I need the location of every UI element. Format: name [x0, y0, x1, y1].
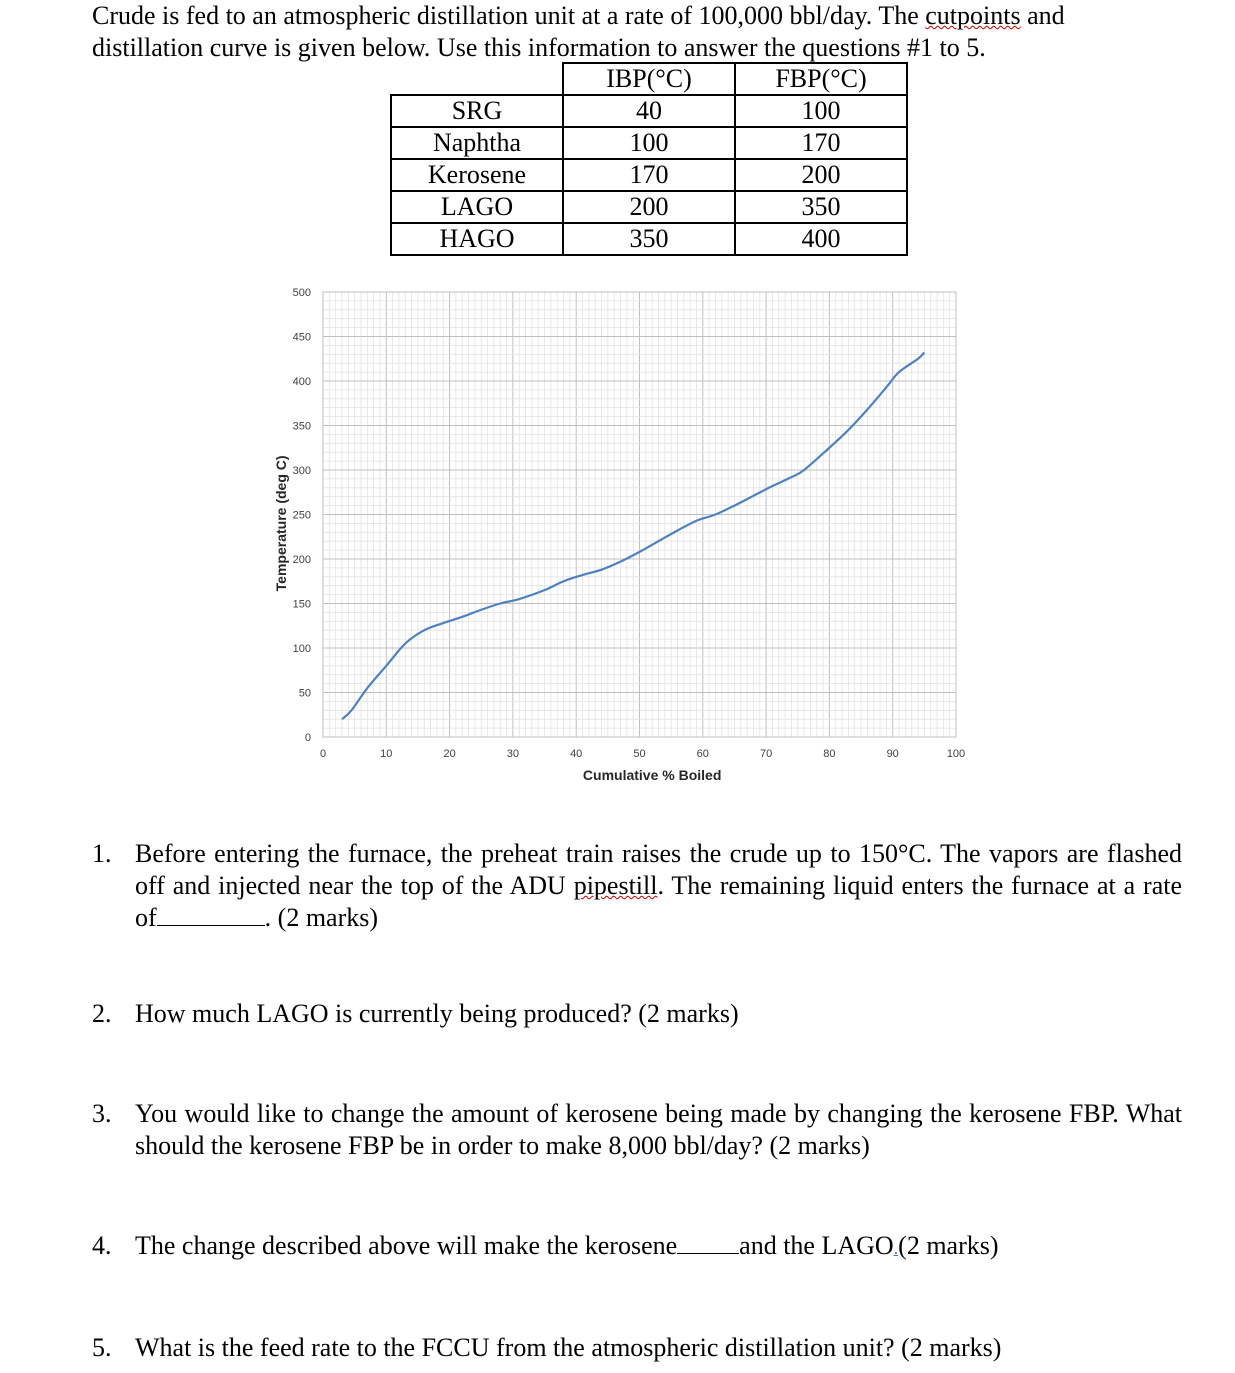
spelling-flag-cutpoints: cutpoints	[925, 1, 1021, 30]
x-tick-label: 30	[506, 748, 520, 760]
distillation-chart	[260, 280, 980, 790]
y-tick-label: 500	[292, 287, 311, 299]
question-5	[92, 1332, 1182, 1364]
x-axis-label: Cumulative % Boiled	[582, 767, 722, 783]
question-text-cont: . The remaining liquid enters the furnace at a rate of	[135, 871, 1183, 932]
x-tick-label: 100	[946, 748, 966, 760]
cut-fbp: 350	[735, 191, 907, 223]
cut-name: Kerosene	[391, 159, 563, 191]
return-mark-icon: .	[893, 1238, 899, 1258]
question-2	[92, 998, 1182, 1030]
cut-name: LAGO	[391, 191, 563, 223]
table-row	[391, 223, 907, 255]
x-tick-label: 20	[443, 748, 456, 760]
header-fbp: FBP(°C)	[735, 63, 907, 95]
cut-name: HAGO	[391, 223, 563, 255]
y-tick-label: 400	[292, 376, 311, 388]
question-4	[92, 1230, 1182, 1264]
question-number: 3.	[92, 1099, 112, 1128]
question-number: 1.	[92, 839, 112, 868]
x-tick-label: 10	[380, 748, 393, 760]
intro-text-end: and	[1020, 1, 1065, 30]
cut-fbp: 200	[735, 159, 907, 191]
chart-grid	[323, 292, 956, 737]
x-tick-label: 60	[696, 748, 709, 760]
x-tick-label: 40	[570, 748, 583, 760]
y-tick-label: 0	[304, 732, 311, 744]
question-1	[92, 838, 1182, 934]
intro-line-2: distillation curve is given below. Use this information to answer the questions #1 to 5.	[92, 33, 986, 62]
y-tick-label: 300	[292, 465, 311, 477]
question-text: What is the feed rate to the FCCU from the atmospheric distillation unit? (2 marks)	[135, 1333, 1002, 1362]
cut-name: Naphtha	[391, 127, 563, 159]
question-marks: (2 marks)	[898, 1231, 999, 1260]
question-number: 2.	[92, 999, 112, 1028]
table-row	[391, 159, 907, 191]
question-text: How much LAGO is currently being produced? (2 marks)	[135, 999, 739, 1028]
cut-fbp: 100	[735, 95, 907, 127]
question-text: Before entering the furnace, the preheat train raises the crude up to 150°C. The vapors are flashed off and injected near the top of the ADU	[135, 839, 1182, 900]
y-tick-label: 100	[292, 643, 311, 655]
cut-ibp: 350	[563, 223, 735, 255]
table-row	[391, 95, 907, 127]
cut-ibp: 170	[563, 159, 735, 191]
header-ibp: IBP(°C)	[563, 63, 735, 95]
x-tick-label: 0	[319, 748, 327, 760]
answer-blank-kerosene[interactable]	[677, 1231, 739, 1254]
cut-fbp: 400	[735, 223, 907, 255]
question-3	[92, 1098, 1182, 1162]
question-text: You would like to change the amount of kerosene being made by changing the kerosene FBP. What should the kerosene FBP be in order to make 8,000 bbl/day? (2 marks)	[135, 1099, 1182, 1160]
cut-ibp: 100	[563, 127, 735, 159]
cut-fbp: 170	[735, 127, 907, 159]
question-number: 5.	[92, 1333, 112, 1362]
x-tick-label: 80	[823, 748, 836, 760]
question-marks: . (2 marks)	[264, 903, 379, 932]
y-tick-label: 200	[292, 554, 311, 566]
table-row	[391, 127, 907, 159]
question-text-cont: and the LAGO	[739, 1231, 894, 1260]
y-tick-label: 150	[292, 598, 311, 611]
x-tick-label: 50	[633, 748, 646, 760]
y-tick-label: 50	[298, 687, 311, 700]
spelling-flag-pipestill: pipestill	[573, 871, 658, 900]
question-number: 4.	[92, 1231, 112, 1260]
table-row	[391, 191, 907, 223]
y-tick-label: 450	[292, 331, 311, 344]
answer-blank[interactable]	[157, 903, 265, 926]
intro-text: Crude is fed to an atmospheric distillation unit at a rate of 100,000 bbl/day. The	[92, 1, 926, 30]
cut-ibp: 40	[563, 95, 735, 127]
intro-line-1	[92, 0, 1192, 32]
intro-paragraph	[92, 0, 1192, 64]
question-text: The change described above will make the kerosene	[135, 1231, 678, 1260]
x-tick-label: 70	[759, 748, 773, 760]
y-tick-label: 350	[292, 420, 311, 433]
y-axis-label: Temperature (deg C)	[273, 455, 289, 592]
cutpoints-table	[390, 62, 908, 256]
cut-name: SRG	[391, 95, 563, 127]
table-corner	[391, 63, 563, 95]
x-tick-label: 90	[886, 748, 899, 760]
y-tick-label: 250	[292, 509, 311, 522]
cut-ibp: 200	[563, 191, 735, 223]
table-header-row	[391, 63, 907, 95]
